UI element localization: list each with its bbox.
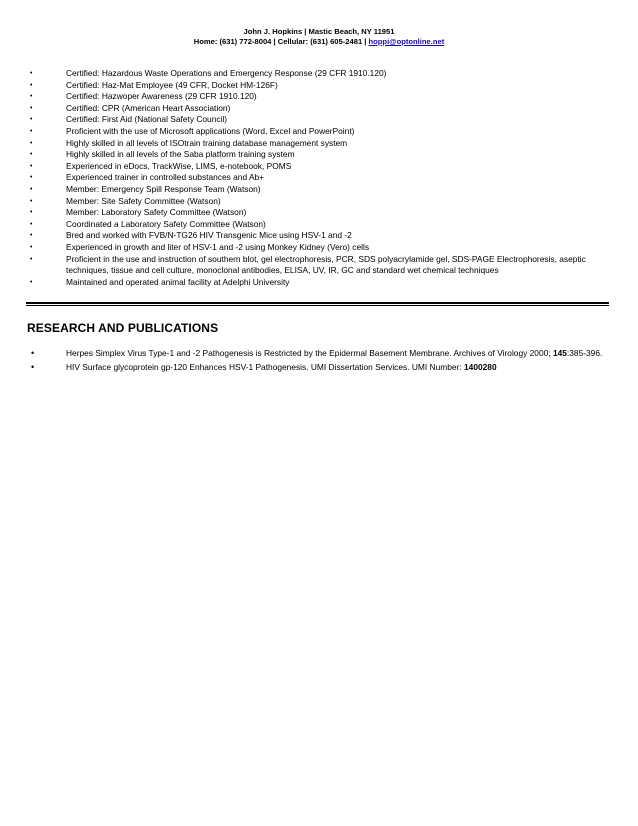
- bullet-icon: •: [31, 361, 35, 372]
- bullet-icon: •: [30, 255, 33, 263]
- section-divider: [26, 302, 609, 307]
- skill-text: Coordinated a Laboratory Safety Committee (Watson): [66, 218, 266, 229]
- bullet-icon: •: [30, 197, 33, 205]
- bullet-icon: •: [30, 104, 33, 112]
- publication-volume: 1400280: [464, 361, 497, 372]
- bullet-icon: •: [30, 232, 33, 240]
- skill-text: Proficient in the use and instruction of southern blot, gel electrophoresis, PCR, SDS polyacrylamide gel, SDS-PAGE Electrophoresis, aseptic techniques, tissue and cell culture, monoclonal antibodies, ELISA, UV, IR, GC and standard wet chemical techniques: [66, 253, 586, 276]
- bullet-icon: •: [30, 162, 33, 170]
- publication-volume: 145: [552, 348, 567, 358]
- publications-list: [0, 348, 638, 375]
- publication-text: Herpes Simplex Virus Type-1 and -2 Pathogenesis is Restricted by the Epidermal Basement Membrane. Archives of Virology 2000;: [66, 348, 553, 358]
- publication-text: HIV Surface glycoprotein gp-120 Enhances HSV-1 Pathogenesis. UMI Dissertation Services. UMI Number:: [66, 361, 464, 372]
- skill-text: Bred and worked with FVB/N-TG26 HIV Transgenic Mice using HSV-1 and -2: [66, 230, 352, 241]
- skill-item: [0, 149, 638, 161]
- bullet-icon: •: [30, 185, 33, 193]
- skill-text: Certified: Haz-Mat Employee (49 CFR, Docket HM-126F): [66, 79, 278, 90]
- skill-item: [0, 254, 638, 277]
- bullet-icon: •: [31, 348, 35, 358]
- bullet-icon: •: [30, 209, 33, 217]
- skill-item: [0, 277, 638, 289]
- skill-item: [0, 230, 638, 242]
- bullet-icon: •: [30, 243, 33, 251]
- section-heading: RESEARCH AND PUBLICATIONS: [27, 321, 219, 335]
- skill-item: [0, 219, 638, 231]
- skill-item: [0, 196, 638, 208]
- skill-item: [0, 126, 638, 138]
- skill-item: [0, 207, 638, 219]
- bullet-icon: •: [30, 127, 33, 135]
- email-link[interactable]: hoppi@optonline.net: [368, 37, 445, 46]
- skill-item: [0, 91, 638, 103]
- bullet-icon: •: [30, 70, 33, 77]
- bullet-icon: •: [30, 139, 33, 147]
- skill-item: [0, 114, 638, 126]
- publication-item: [0, 362, 638, 374]
- skill-text: Certified: Hazwoper Awareness (29 CFR 1910.120): [66, 91, 257, 102]
- skill-text: Member: Site Safety Committee (Watson): [66, 195, 221, 206]
- bullet-icon: •: [30, 93, 33, 101]
- skill-item: [0, 138, 638, 150]
- phone-email-line: [0, 37, 638, 47]
- skill-item: [0, 172, 638, 184]
- skill-text: Certified: First Aid (National Safety Council): [66, 114, 228, 125]
- skill-item: [0, 68, 638, 80]
- phone-text: Home: (631) 772-8004 | Cellular: (631) 605-2481 |: [193, 37, 369, 46]
- publication-item: [0, 348, 638, 360]
- skill-item: [0, 161, 638, 173]
- skill-item: [0, 80, 638, 92]
- name-address-line: John J. Hopkins | Mastic Beach, NY 11951: [243, 27, 395, 36]
- bullet-icon: •: [30, 174, 33, 182]
- skill-text: Highly skilled in all levels of the Saba platform training system: [66, 149, 295, 160]
- skill-text: Experienced in eDocs, TrackWise, LIMS, e-notebook, POMS: [66, 160, 292, 171]
- skill-item: [0, 103, 638, 115]
- skill-text: Highly skilled in all levels of ISOtrain training database management system: [66, 137, 348, 148]
- skill-text: Proficient with the use of Microsoft applications (Word, Excel and PowerPoint): [66, 125, 355, 136]
- skill-text: Member: Emergency Spill Response Team (Watson): [66, 183, 261, 194]
- bullet-icon: •: [30, 278, 33, 286]
- skill-text: Certified: Hazardous Waste Operations and Emergency Response (29 CFR 1910.120): [66, 68, 387, 78]
- skill-text: Experienced trainer in controlled substances and Ab+: [66, 172, 265, 183]
- bullet-icon: •: [30, 116, 33, 124]
- skill-text: Maintained and operated animal facility at Adelphi University: [66, 276, 290, 287]
- skill-text: Experienced in growth and liter of HSV-1 and -2 using Monkey Kidney (Vero) cells: [66, 241, 370, 252]
- skills-list: [0, 68, 638, 288]
- bullet-icon: •: [30, 81, 33, 89]
- skill-text: Member: Laboratory Safety Committee (Watson): [66, 207, 247, 218]
- publication-pages: :385-396.: [566, 348, 603, 358]
- skill-item: [0, 184, 638, 196]
- skill-text: Certified: CPR (American Heart Association): [66, 102, 231, 113]
- bullet-icon: •: [30, 151, 33, 159]
- contact-header: [0, 27, 638, 47]
- skill-item: [0, 242, 638, 254]
- bullet-icon: •: [30, 220, 33, 228]
